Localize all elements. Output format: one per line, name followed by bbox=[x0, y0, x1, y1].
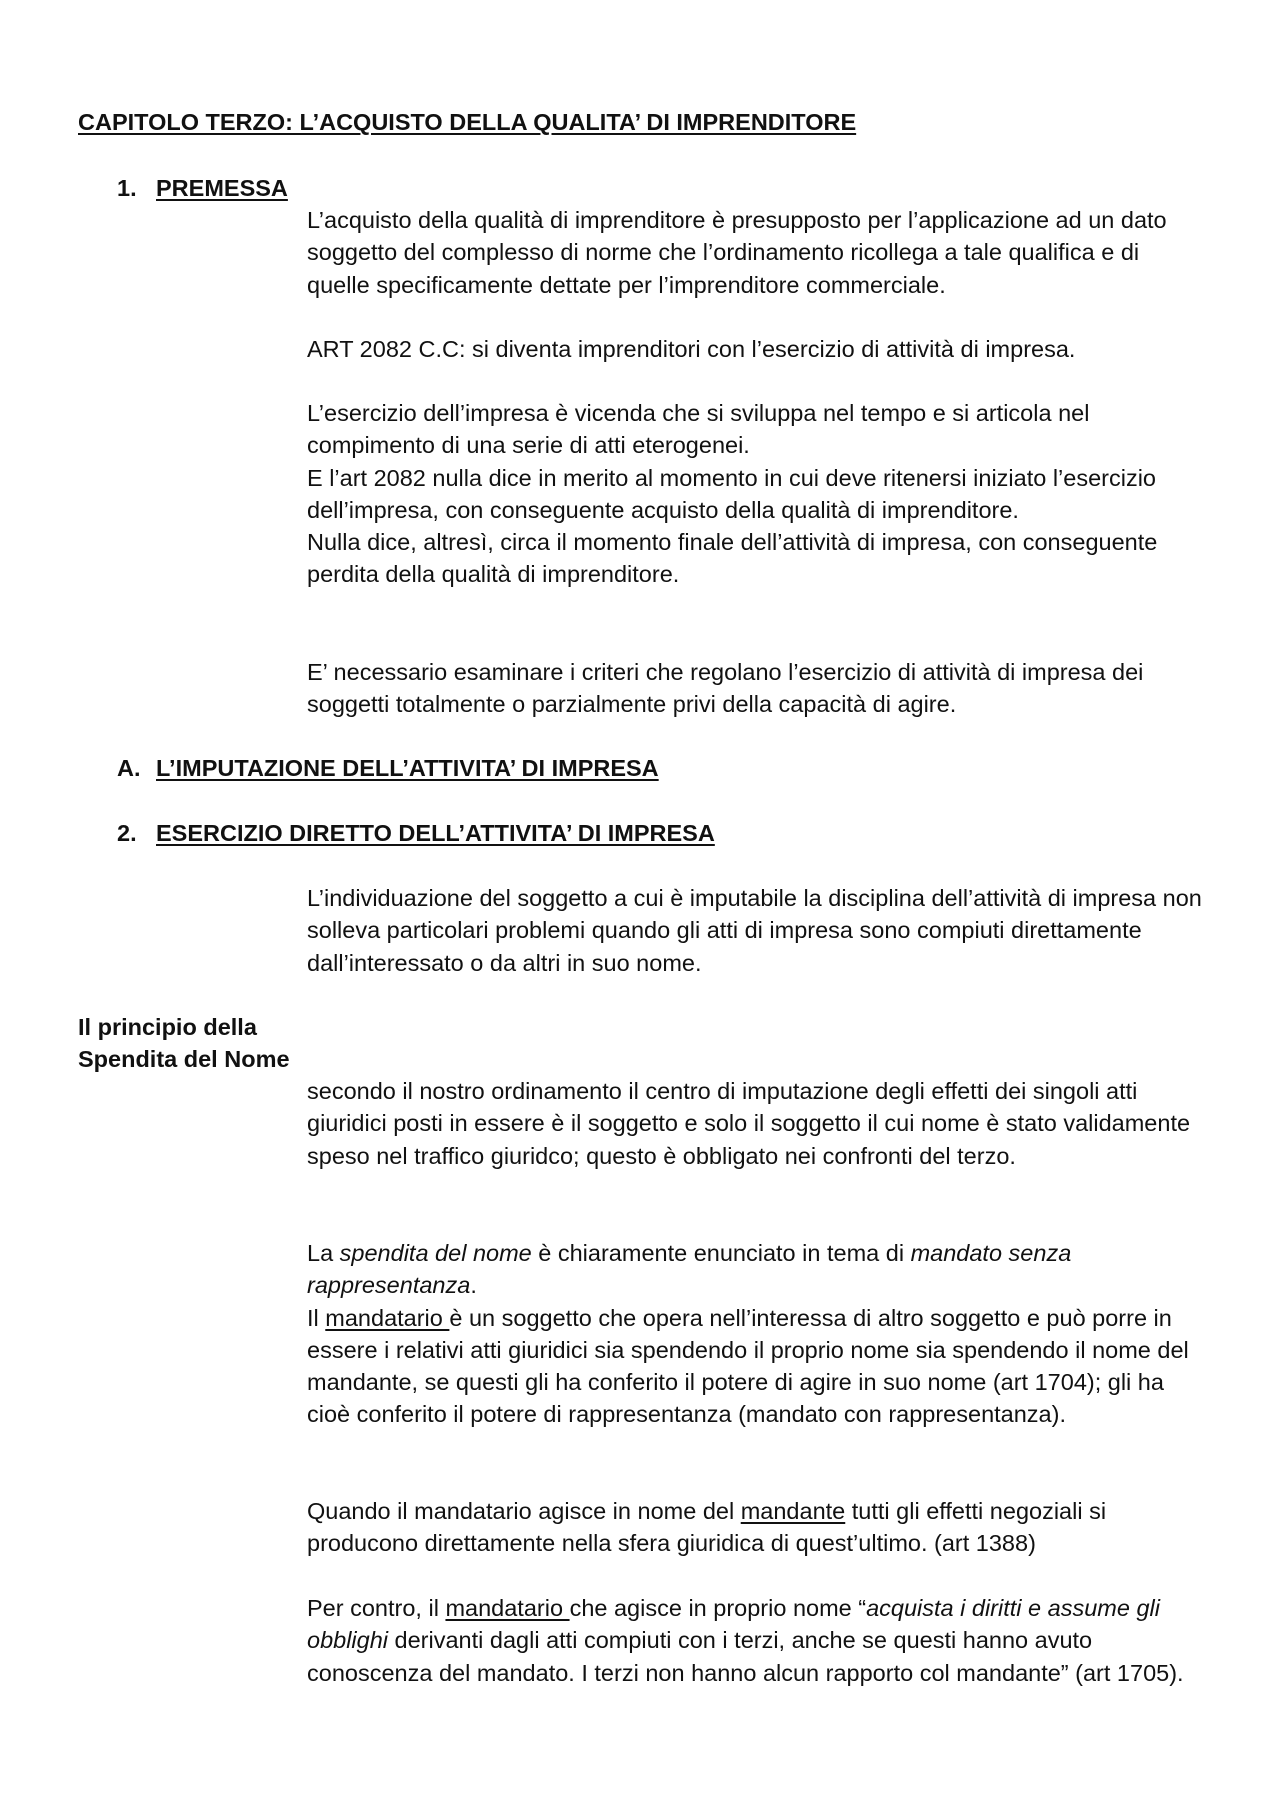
premessa-paragraph-3-line-3: Nulla dice, altresì, circa il momento finale dell’attività di impresa, con conseguente perdita della qualità di imprenditore. bbox=[307, 529, 1158, 588]
premessa-paragraph-4: E’ necessario esaminare i criteri che regolano l’esercizio di attività di impresa dei soggetti totalmente o parzialmente privi della capacità di agire. bbox=[307, 659, 1144, 718]
premessa-paragraph-3-line-1: L’esercizio dell’impresa è vicenda che si sviluppa nel tempo e si articola nel compimento di una serie di atti eterogenei. bbox=[307, 400, 1090, 459]
esercizio-paragraph-5: Quando il mandatario agisce in nome del mandante tutti gli effetti negoziali si producono direttamente nella sfera giuridica di quest’ultimo. (art 1388) bbox=[307, 1498, 1107, 1557]
premessa-paragraph-2: ART 2082 C.C: si diventa imprenditori con l’esercizio di attività di impresa. bbox=[307, 336, 1076, 362]
premessa-paragraph-1: L’acquisto della qualità di imprenditore è presupposto per l’applicazione ad un dato soggetto del complesso di norme che l’ordinamento ricollega a tale qualifica e di quelle specificamente dettate per l’imprenditore commerciale. bbox=[307, 207, 1167, 298]
underlined-mandante: mandante bbox=[740, 1498, 846, 1524]
premessa-paragraph-3 bbox=[307, 397, 1207, 591]
italic-acquista-diritti: acquista i diritti e assume gli obblighi bbox=[307, 1595, 1160, 1654]
section-2-title: ESERCIZIO DIRETTO DELL’ATTIVITA’ DI IMPRESA bbox=[156, 820, 715, 846]
underlined-mandatario: mandatario bbox=[325, 1304, 450, 1331]
chapter-title: CAPITOLO TERZO: L’ACQUISTO DELLA QUALITA’ DI IMPRENDITORE bbox=[78, 109, 857, 135]
esercizio-paragraph-3-4 bbox=[307, 1237, 1207, 1431]
esercizio-paragraph-1: L’individuazione del soggetto a cui è imputabile la disciplina dell’attività di impresa non solleva particolari problemi quando gli atti di impresa sono compiuti direttamente dall’interessato o da altri in suo nome. bbox=[307, 885, 1202, 976]
section-2-number: 2. bbox=[117, 820, 137, 846]
spendita-del-nome-sentence: La spendita del nome è chiaramente enunciato in tema di mandato senza rappresentanza. bbox=[307, 1240, 1072, 1299]
underlined-mandatario-2: mandatario bbox=[445, 1595, 570, 1621]
esercizio-paragraph-2: secondo il nostro ordinamento il centro di imputazione degli effetti dei singoli atti giuridici posti in essere è il soggetto e solo il soggetto il cui nome è stato validamente speso nel traffico giuridco; questo è obbligato nei confronti del terzo. bbox=[307, 1078, 1191, 1169]
mandatario-definition: Il mandatario è un soggetto che opera nell’interessa di altro soggetto e può porre in essere i relativi atti giuridici sia spendendo il proprio nome sia spendendo il nome del mandante, se questi gli ha conferito il potere di agire in suo nome (art 1704); gli ha cioè conferito il potere di rappresentanza (mandato con rappresentanza). bbox=[307, 1304, 1189, 1428]
premessa-paragraph-3-line-2: E l’art 2082 nulla dice in merito al momento in cui deve ritenersi iniziato l’esercizio dell’impresa, con conseguente acquisto della qualità di imprenditore. bbox=[307, 464, 1157, 523]
section-1-heading bbox=[117, 175, 288, 202]
section-a-title: L’IMPUTAZIONE DELL’ATTIVITA’ DI IMPRESA bbox=[156, 755, 659, 781]
esercizio-paragraph-6: Per contro, il mandatario che agisce in proprio nome “acquista i diritti e assume gli obblighi derivanti dagli atti compiuti con i terzi, anche se questi hanno avuto conoscenza del mandato. I terzi non hanno alcun rapporto col mandante” (art 1705). bbox=[307, 1595, 1184, 1686]
section-1-title: PREMESSA bbox=[156, 175, 288, 201]
italic-mandato-senza-rappresentanza: mandato senza rappresentanza bbox=[307, 1240, 1072, 1299]
section-a-number: A. bbox=[117, 755, 141, 781]
italic-spendita-del-nome: spendita del nome bbox=[339, 1240, 532, 1266]
section-2-heading bbox=[117, 820, 715, 847]
side-label-spendita-del-nome: Il principio della Spendita del Nome bbox=[78, 1014, 290, 1073]
section-1-number: 1. bbox=[117, 175, 137, 201]
section-a-heading bbox=[117, 755, 659, 782]
